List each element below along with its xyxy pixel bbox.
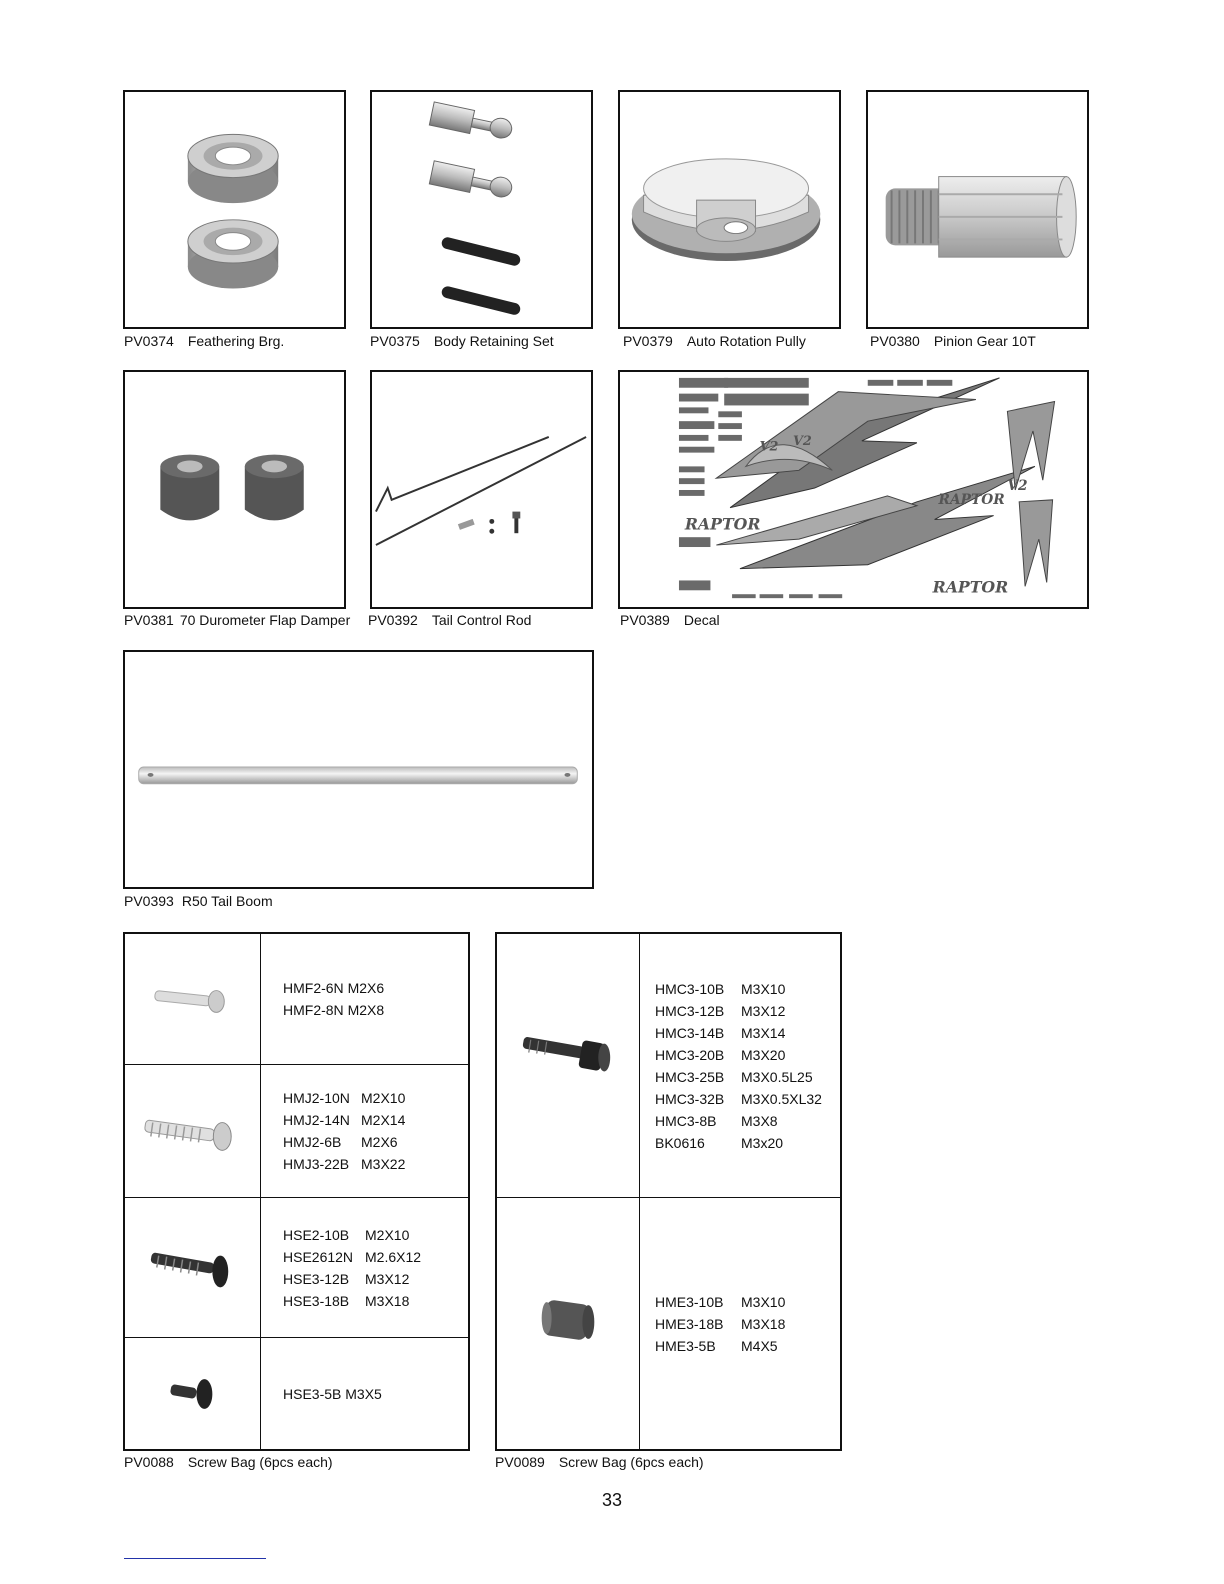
screw-image-hse: [125, 1198, 261, 1337]
list-item: HSE2612N M2.6X12: [283, 1248, 422, 1265]
pully-illustration: [620, 92, 839, 327]
list-item: HMC3-20B M3X20: [655, 1046, 786, 1063]
caption-pv0375: PV0375 Body Retaining Set: [370, 333, 554, 349]
list-item: BK0616 M3x20: [655, 1134, 784, 1151]
list-item: HSE2-10B M2X10: [283, 1226, 410, 1243]
list-item: HMJ2-14N M2X14: [283, 1112, 406, 1128]
list-item: HMF2-8N M2X8: [283, 1002, 385, 1018]
screw-image-hmc3: [497, 934, 640, 1197]
rubber-rod-bottom: [440, 285, 521, 316]
table-row: [125, 1065, 468, 1198]
screw-image-hme3: [497, 1198, 640, 1449]
footnote-rule: [124, 1558, 266, 1559]
standoff-top: [429, 102, 514, 142]
bearing-panel: [123, 90, 346, 329]
list-item: HMC3-10B M3X10: [655, 980, 786, 997]
screw-list-hmf2: [283, 934, 468, 1064]
damper-right: [245, 455, 304, 521]
table-row: [125, 1198, 468, 1338]
screw-image-hse3-5b: [125, 1338, 261, 1449]
screw-bag-pv0089-table: [495, 932, 842, 1451]
caption-pv0379: PV0379 Auto Rotation Pully: [623, 333, 806, 349]
screw-list-hmc3: [655, 934, 840, 1197]
rubber-rod-top: [440, 236, 521, 267]
caption-pv0088: PV0088 Screw Bag (6pcs each): [124, 1454, 333, 1470]
caption-pv0381: PV0381 70 Durometer Flap Damper: [124, 612, 351, 628]
decal-mark-2: V2: [793, 433, 812, 449]
table-row: [125, 934, 468, 1065]
screw-list-hme3: [655, 1198, 840, 1449]
standoff-bottom: [429, 161, 514, 201]
bearing-illustration: [125, 92, 344, 327]
tail-boom-illustration: [125, 652, 592, 887]
pinion-gear-panel: [866, 90, 1089, 329]
list-item: HMJ2-10N M2X10: [283, 1090, 406, 1106]
list-item: HMF2-6N M2X6: [283, 980, 385, 996]
body-retaining-panel: [370, 90, 593, 329]
list-item: HME3-18B M3X18: [655, 1315, 786, 1332]
flap-damper-panel: [123, 370, 346, 609]
screw-image-hmf2: [125, 934, 261, 1064]
decal-brand-2: RAPTOR: [938, 491, 1005, 508]
pinion-gear-illustration: [868, 92, 1087, 327]
list-item: HMC3-12B M3X12: [655, 1002, 786, 1019]
auto-rotation-pully-panel: [618, 90, 841, 329]
list-item: HMC3-8B M3X8: [655, 1112, 778, 1129]
screw-list-hse: [283, 1198, 468, 1337]
decal-brand-1: RAPTOR: [684, 514, 761, 534]
decal-illustration: [620, 372, 1087, 607]
tail-boom-panel: [123, 650, 594, 889]
list-item: HSE3-5B M3X5: [283, 1385, 382, 1402]
tail-control-rod-panel: [370, 370, 593, 609]
table-row: [497, 1198, 840, 1449]
table-row: [125, 1338, 468, 1449]
list-item: HSE3-12B M3X12: [283, 1270, 410, 1287]
list-item: HMC3-25B M3X0.5L25: [655, 1068, 813, 1085]
screw-list-hse3-5b: [283, 1338, 468, 1449]
table-row: [497, 934, 840, 1198]
list-item: HME3-5B M4X5: [655, 1337, 778, 1354]
caption-pv0380: PV0380 Pinion Gear 10T: [870, 333, 1036, 349]
list-item: HME3-10B M3X10: [655, 1293, 786, 1310]
flap-damper-illustration: [125, 372, 344, 607]
decal-panel: [618, 370, 1089, 609]
page-number: 33: [601, 1490, 623, 1510]
caption-pv0389: PV0389 Decal: [620, 612, 720, 628]
bearing-top: [188, 134, 278, 203]
decal-brand-3: RAPTOR: [932, 577, 1009, 597]
decal-mark-1: V2: [759, 439, 779, 455]
list-item: HMC3-32B M3X0.5XL32: [655, 1090, 822, 1107]
bearing-bottom: [188, 220, 278, 289]
screw-image-hmj2: [125, 1065, 261, 1197]
body-retaining-illustration: [372, 92, 591, 327]
caption-pv0374: PV0374 Feathering Brg.: [124, 333, 285, 349]
list-item: HSE3-18B M3X18: [283, 1292, 410, 1309]
damper-left: [160, 455, 219, 521]
tail-control-rod-illustration: [372, 372, 591, 607]
screw-list-hmj2: [283, 1065, 468, 1197]
caption-pv0393: PV0393 R50 Tail Boom: [124, 893, 273, 909]
list-item: HMJ3-22B M3X22: [283, 1156, 406, 1172]
decal-mark-3: V2: [1007, 477, 1028, 494]
screw-bag-pv0088-table: [123, 932, 470, 1451]
caption-pv0089: PV0089 Screw Bag (6pcs each): [495, 1454, 704, 1470]
list-item: HMC3-14B M3X14: [655, 1024, 786, 1041]
caption-pv0392: PV0392 Tail Control Rod: [368, 612, 532, 628]
list-item: HMJ2-6B M2X6: [283, 1134, 398, 1150]
